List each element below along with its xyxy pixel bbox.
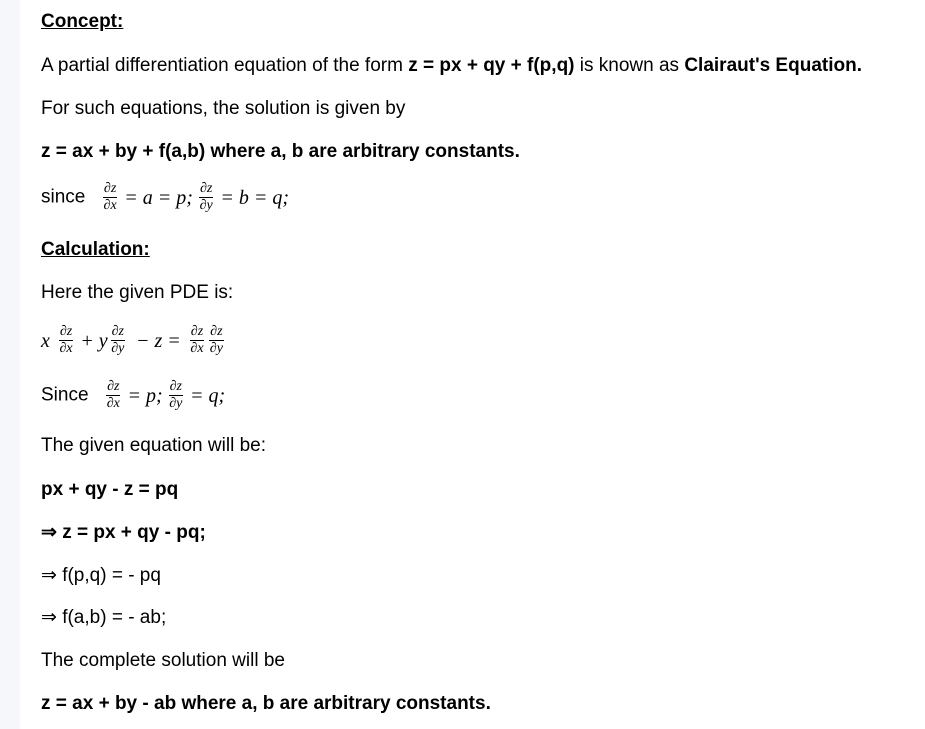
- solution-page: [20, 0, 925, 729]
- since-substitution: [41, 380, 225, 411]
- given-pde: [41, 325, 225, 356]
- concept-intro: [41, 54, 862, 78]
- pde-rhs-frac-zx: $\frac{\partial z}{\partial x}$: [190, 324, 204, 356]
- eq-a-p: = a = p;: [124, 186, 193, 209]
- step-3: ⇒ f(p,q) = - pq: [41, 565, 161, 586]
- step-2: ⇒ z = px + qy - pq;: [41, 522, 206, 543]
- sub-frac-zy: $\frac{\partial z}{\partial y}$: [169, 379, 183, 411]
- intro-prefix: A partial differentiation equation of the form: [41, 55, 409, 76]
- partial-z-x: $\frac{\partial z}{\partial x}$: [103, 181, 117, 213]
- complete-intro: The complete solution will be: [41, 650, 285, 671]
- step-4: ⇒ f(a,b) = - ab;: [41, 607, 167, 628]
- pde-frac-zx: $\frac{\partial z}{\partial x}$: [59, 324, 73, 356]
- eq-b-q: = b = q;: [220, 186, 289, 209]
- intro-middle: is known as: [574, 55, 685, 76]
- form-equation: z = px + qy + f(p,q): [408, 55, 575, 76]
- since-label-2: Since: [41, 384, 89, 406]
- partial-z-y: $\frac{\partial z}{\partial y}$: [199, 181, 213, 213]
- sub-frac-zx: $\frac{\partial z}{\partial x}$: [106, 379, 120, 411]
- solution-intro: For such equations, the solution is given by: [41, 98, 406, 119]
- equation-name: Clairaut's Equation.: [684, 55, 862, 76]
- pde-math: x $\frac{\partial z}{\partial x}$ + y $\frac{\partial z}{\partial y}$ − z = $\frac{\partial z}{\partial x}$ $\frac{\partial z}{\partial y}$: [41, 324, 223, 356]
- definition-math: [102, 182, 289, 213]
- given-eq-intro: The given equation will be:: [41, 435, 266, 456]
- general-solution: z = ax + by + f(a,b) where a, b are arbitrary constants.: [41, 141, 520, 162]
- concept-heading: Concept:: [41, 11, 124, 32]
- pde-intro: Here the given PDE is:: [41, 282, 234, 303]
- since-label: since: [41, 186, 86, 208]
- calculation-heading: Calculation:: [41, 239, 150, 260]
- pde-frac-zy: $\frac{\partial z}{\partial y}$: [111, 324, 125, 356]
- pde-rhs-frac-zy: $\frac{\partial z}{\partial y}$: [209, 324, 223, 356]
- final-solution: z = ax + by - ab where a, b are arbitrary constants.: [41, 693, 491, 714]
- step-1: px + qy - z = pq: [41, 479, 179, 500]
- substitution-math: $\frac{\partial z}{\partial x}$ = p; $\frac{\partial z}{\partial y}$ = q;: [106, 379, 226, 411]
- since-definition: [41, 182, 289, 213]
